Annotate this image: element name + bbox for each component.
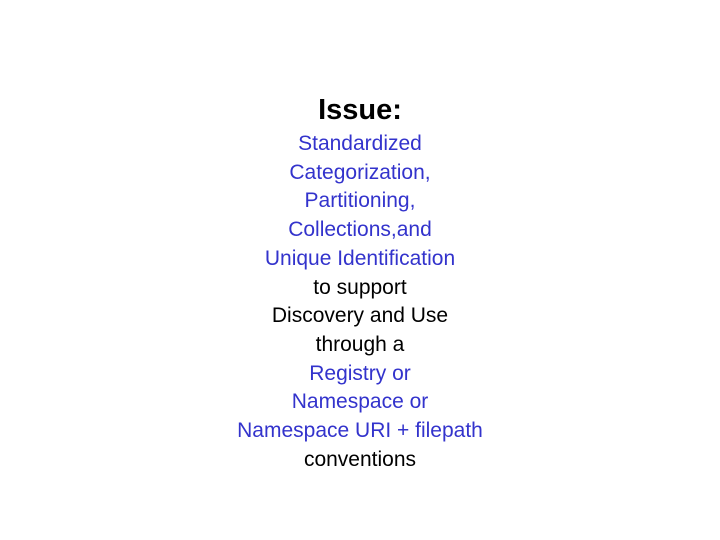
slide-content [0, 92, 720, 474]
text-line: Namespace or [291, 390, 429, 414]
text-line: Unique Identification [264, 246, 456, 270]
text-line: Categorization, [289, 160, 431, 184]
text-line: Collections,and [288, 218, 432, 242]
text-line: to support [313, 275, 407, 299]
text-line: Registry or [309, 361, 411, 385]
text-line: Standardized [298, 132, 422, 155]
text-line: Namespace URI + filepath [237, 419, 483, 443]
text-line: Partitioning, [304, 189, 416, 213]
text-line: conventions [303, 447, 417, 471]
text-line: through a [315, 332, 405, 356]
text-line: Discovery and Use [271, 304, 449, 328]
slide-title: Issue: [318, 94, 402, 126]
